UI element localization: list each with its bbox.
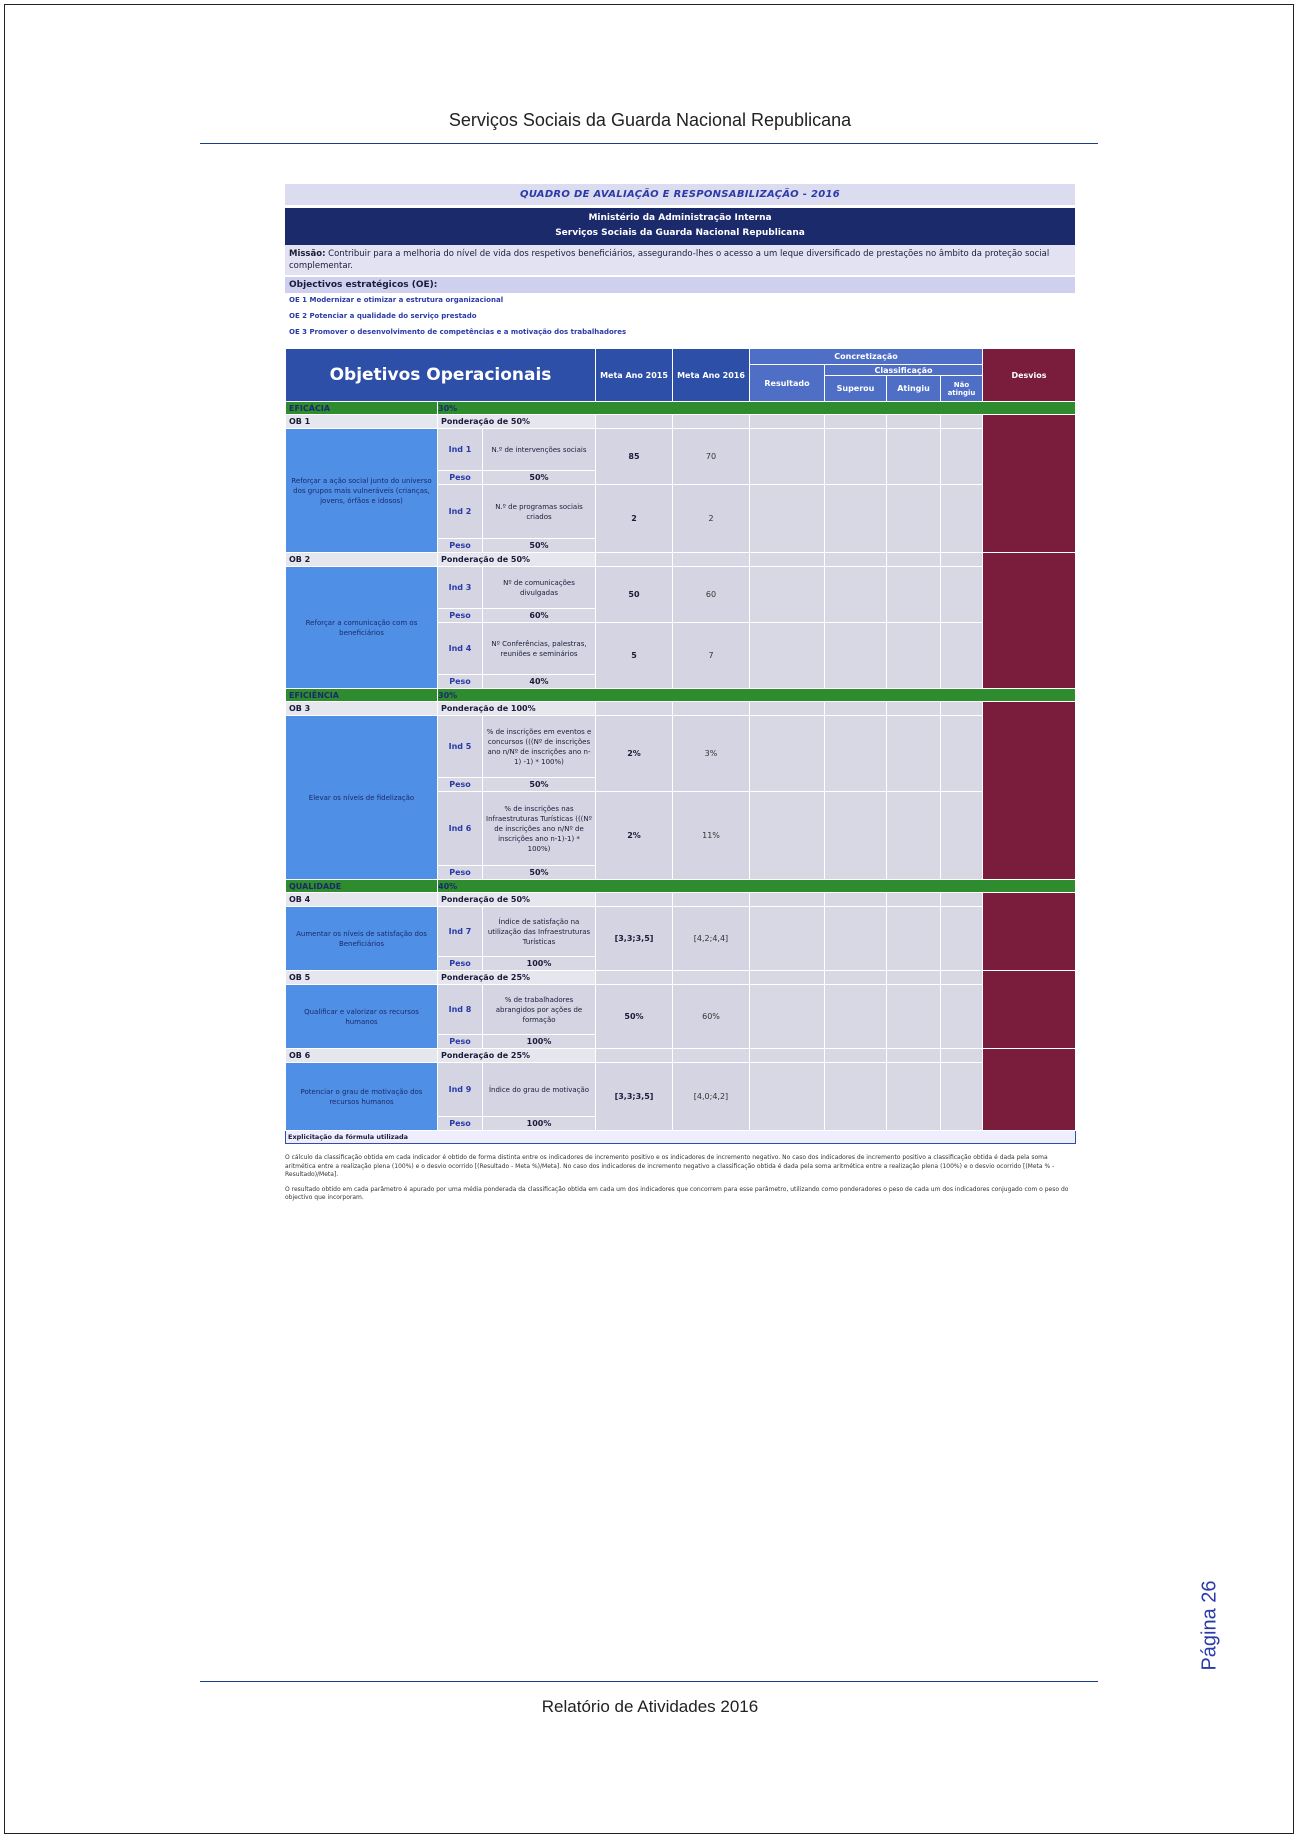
- ind7-desc: Índice de satisfação na utilização das Infraestruturas Turísticas: [483, 907, 596, 957]
- ob2-description: Reforçar a comunicação com os beneficiários: [286, 567, 438, 689]
- page-number: Página 26: [1198, 1580, 1221, 1671]
- header-resultado: Resultado: [750, 365, 825, 402]
- ind7-peso-label: Peso: [438, 957, 483, 971]
- footer-divider: [200, 1681, 1098, 1682]
- header-meta-2016: Meta Ano 2016: [673, 349, 750, 402]
- ob6-label: OB 6: [286, 1049, 438, 1063]
- ob1-ponderacao: Ponderação de 50%: [438, 415, 596, 429]
- ind1-peso-label: Peso: [438, 471, 483, 485]
- ind8-meta-2015: 50%: [596, 985, 673, 1049]
- ind3-meta-2015: 50: [596, 567, 673, 623]
- header-classificacao: Classificação: [825, 365, 983, 376]
- ob4-description: Aumentar os níveis de satisfação dos Beneficiários: [286, 907, 438, 971]
- sheet-title: QUADRO DE AVALIAÇÃO E RESPONSABILIZAÇÃO - 2016: [285, 184, 1075, 205]
- section-eficacia-weight: 30%: [438, 402, 1076, 415]
- section-qualidade: QUALIDADE: [286, 880, 438, 893]
- ind2-label: Ind 2: [438, 485, 483, 539]
- ind7-meta-2015: [3,3;3,5]: [596, 907, 673, 971]
- mission-text: Contribuir para a melhoria do nível de vida dos respetivos beneficiários, assegurando-lhes o acesso a um leque diversificado de prestações no âmbito da proteção social complementar.: [289, 249, 1050, 271]
- mission: [285, 245, 1075, 275]
- ind7-meta-2016: [4,2;4,4]: [673, 907, 750, 971]
- ministry-name: Ministério da Administração Interna: [588, 213, 772, 223]
- ind9-peso: 100%: [483, 1117, 596, 1131]
- ind9-meta-2015: [3,3;3,5]: [596, 1063, 673, 1131]
- ind9-peso-label: Peso: [438, 1117, 483, 1131]
- service-name: Serviços Sociais da Guarda Nacional Republicana: [555, 228, 805, 238]
- ind7-peso: 100%: [483, 957, 596, 971]
- ind8-peso-label: Peso: [438, 1035, 483, 1049]
- ind2-desc: N.º de programas sociais criados: [483, 485, 596, 539]
- ind6-meta-2016: 11%: [673, 792, 750, 880]
- ind9-desc: Índice do grau de motivação: [483, 1063, 596, 1117]
- qar-sheet: [285, 184, 1075, 1209]
- qar-table: [285, 348, 1076, 1144]
- formula-explanation: Explicitação da fórmula utilizada: [286, 1131, 1076, 1144]
- ind8-desc: % de trabalhadores abrangidos por ações de formação: [483, 985, 596, 1035]
- ob4-label: OB 4: [286, 893, 438, 907]
- ob3-description: Elevar os níveis de fidelização: [286, 716, 438, 880]
- ind1-peso: 50%: [483, 471, 596, 485]
- ob6-description: Potenciar o grau de motivação dos recursos humanos: [286, 1063, 438, 1131]
- ob1-description: Reforçar a ação social junto do universo dos grupos mais vulneráveis (crianças, jovens, órfãos e idosos): [286, 429, 438, 553]
- header-nao-atingiu: Não atingiu: [941, 376, 983, 402]
- ind4-label: Ind 4: [438, 623, 483, 675]
- ob5-ponderacao: Ponderação de 25%: [438, 971, 596, 985]
- ob5-description: Qualificar e valorizar os recursos humanos: [286, 985, 438, 1049]
- oe-heading: Objectivos estratégicos (OE):: [285, 277, 1075, 293]
- ind4-desc: Nº Conferências, palestras, reuniões e seminários: [483, 623, 596, 675]
- ind4-peso-label: Peso: [438, 675, 483, 689]
- ind9-label: Ind 9: [438, 1063, 483, 1117]
- header-superou: Superou: [825, 376, 887, 402]
- ind4-peso: 40%: [483, 675, 596, 689]
- ind9-meta-2016: [4,0;4,2]: [673, 1063, 750, 1131]
- notes: [285, 1154, 1075, 1203]
- ind2-peso-label: Peso: [438, 539, 483, 553]
- ind3-label: Ind 3: [438, 567, 483, 609]
- oe-item-3: OE 3 Promover o desenvolvimento de competências e a motivação dos trabalhadores: [289, 328, 627, 336]
- ministry-banner: [285, 208, 1075, 245]
- ind5-desc: % de inscrições em eventos e concursos (((Nº de inscrições ano n/Nº de inscrições ano n-1) -1) * 100%): [483, 716, 596, 778]
- section-qualidade-weight: 40%: [438, 880, 1076, 893]
- ind3-desc: Nº de comunicações divulgadas: [483, 567, 596, 609]
- note-2: O resultado obtido em cada parâmetro é apurado por uma média ponderada da classificação obtida em cada um dos indicadores que concorrem para esse parâmetro, utilizando como ponderadores o peso de cada um dos indicadores conjugado com o peso do objectivo que incorporam.: [285, 1185, 1069, 1201]
- ind3-meta-2016: 60: [673, 567, 750, 623]
- ind5-peso-label: Peso: [438, 778, 483, 792]
- ob6-ponderacao: Ponderação de 25%: [438, 1049, 596, 1063]
- ind6-meta-2015: 2%: [596, 792, 673, 880]
- ob2-label: OB 2: [286, 553, 438, 567]
- ob4-ponderacao: Ponderação de 50%: [438, 893, 596, 907]
- ind6-desc: % de inscrições nas Infraestruturas Turísticas (((Nº de inscrições ano n/Nº de inscrições ano n-1)-1) * 100%): [483, 792, 596, 866]
- header-atingiu: Atingiu: [887, 376, 941, 402]
- ind4-meta-2015: 5: [596, 623, 673, 689]
- ob2-ponderacao: Ponderação de 50%: [438, 553, 596, 567]
- ind6-peso: 50%: [483, 866, 596, 880]
- section-eficacia: EFICÁCIA: [286, 402, 438, 415]
- page-footer: Relatório de Atividades 2016: [541, 1697, 759, 1716]
- ind4-meta-2016: 7: [673, 623, 750, 689]
- header-divider: [200, 143, 1098, 144]
- ind1-label: Ind 1: [438, 429, 483, 471]
- ind2-meta-2015: 2: [596, 485, 673, 553]
- ob3-label: OB 3: [286, 702, 438, 716]
- ind1-desc: N.º de intervenções sociais: [483, 429, 596, 471]
- ob1-label: OB 1: [286, 415, 438, 429]
- note-1: O cálculo da classificação obtida em cada indicador é obtido de forma distinta entre os indicadores de incremento positivo e os indicadores de incremento negativo. No caso dos indicadores de incremento positivo a classificação obtida é dada pela soma aritmética entre a realização plena (100%) e o desvio ocorrido [(Resultado - Meta %)/Meta]. No caso dos indicadores de incremento negativo a classificação obtida é dada pela soma aritmética entre a realização plena (100%) e o desvio ocorrido [(Meta % - Resultado)/Meta].: [285, 1154, 1055, 1178]
- mission-label: Missão:: [289, 249, 326, 259]
- ind1-meta-2015: 85: [596, 429, 673, 485]
- header-meta-2015: Meta Ano 2015: [596, 349, 673, 402]
- ind1-meta-2016: 70: [673, 429, 750, 485]
- ind5-meta-2015: 2%: [596, 716, 673, 792]
- ob5-label: OB 5: [286, 971, 438, 985]
- ind2-peso: 50%: [483, 539, 596, 553]
- header-concretizacao: Concretização: [750, 349, 983, 365]
- ind5-label: Ind 5: [438, 716, 483, 778]
- header-objetivos: Objetivos Operacionais: [286, 349, 596, 402]
- ind3-peso-label: Peso: [438, 609, 483, 623]
- ind3-peso: 60%: [483, 609, 596, 623]
- oe-item-2: OE 2 Potenciar a qualidade do serviço prestado: [289, 312, 477, 320]
- section-eficiencia-weight: 30%: [438, 689, 1076, 702]
- oe-item-1: OE 1 Modernizar e otimizar a estrutura organizacional: [289, 296, 504, 304]
- ind5-meta-2016: 3%: [673, 716, 750, 792]
- ob3-ponderacao: Ponderação de 100%: [438, 702, 596, 716]
- ind6-label: Ind 6: [438, 792, 483, 866]
- page-header: Serviços Sociais da Guarda Nacional Republicana: [448, 110, 852, 130]
- section-eficiencia: EFICIÊNCIA: [286, 689, 438, 702]
- ind6-peso-label: Peso: [438, 866, 483, 880]
- header-desvios: Desvios: [983, 349, 1076, 402]
- ind7-label: Ind 7: [438, 907, 483, 957]
- ind2-meta-2016: 2: [673, 485, 750, 553]
- ind8-peso: 100%: [483, 1035, 596, 1049]
- ind8-meta-2016: 60%: [673, 985, 750, 1049]
- ind5-peso: 50%: [483, 778, 596, 792]
- ind8-label: Ind 8: [438, 985, 483, 1035]
